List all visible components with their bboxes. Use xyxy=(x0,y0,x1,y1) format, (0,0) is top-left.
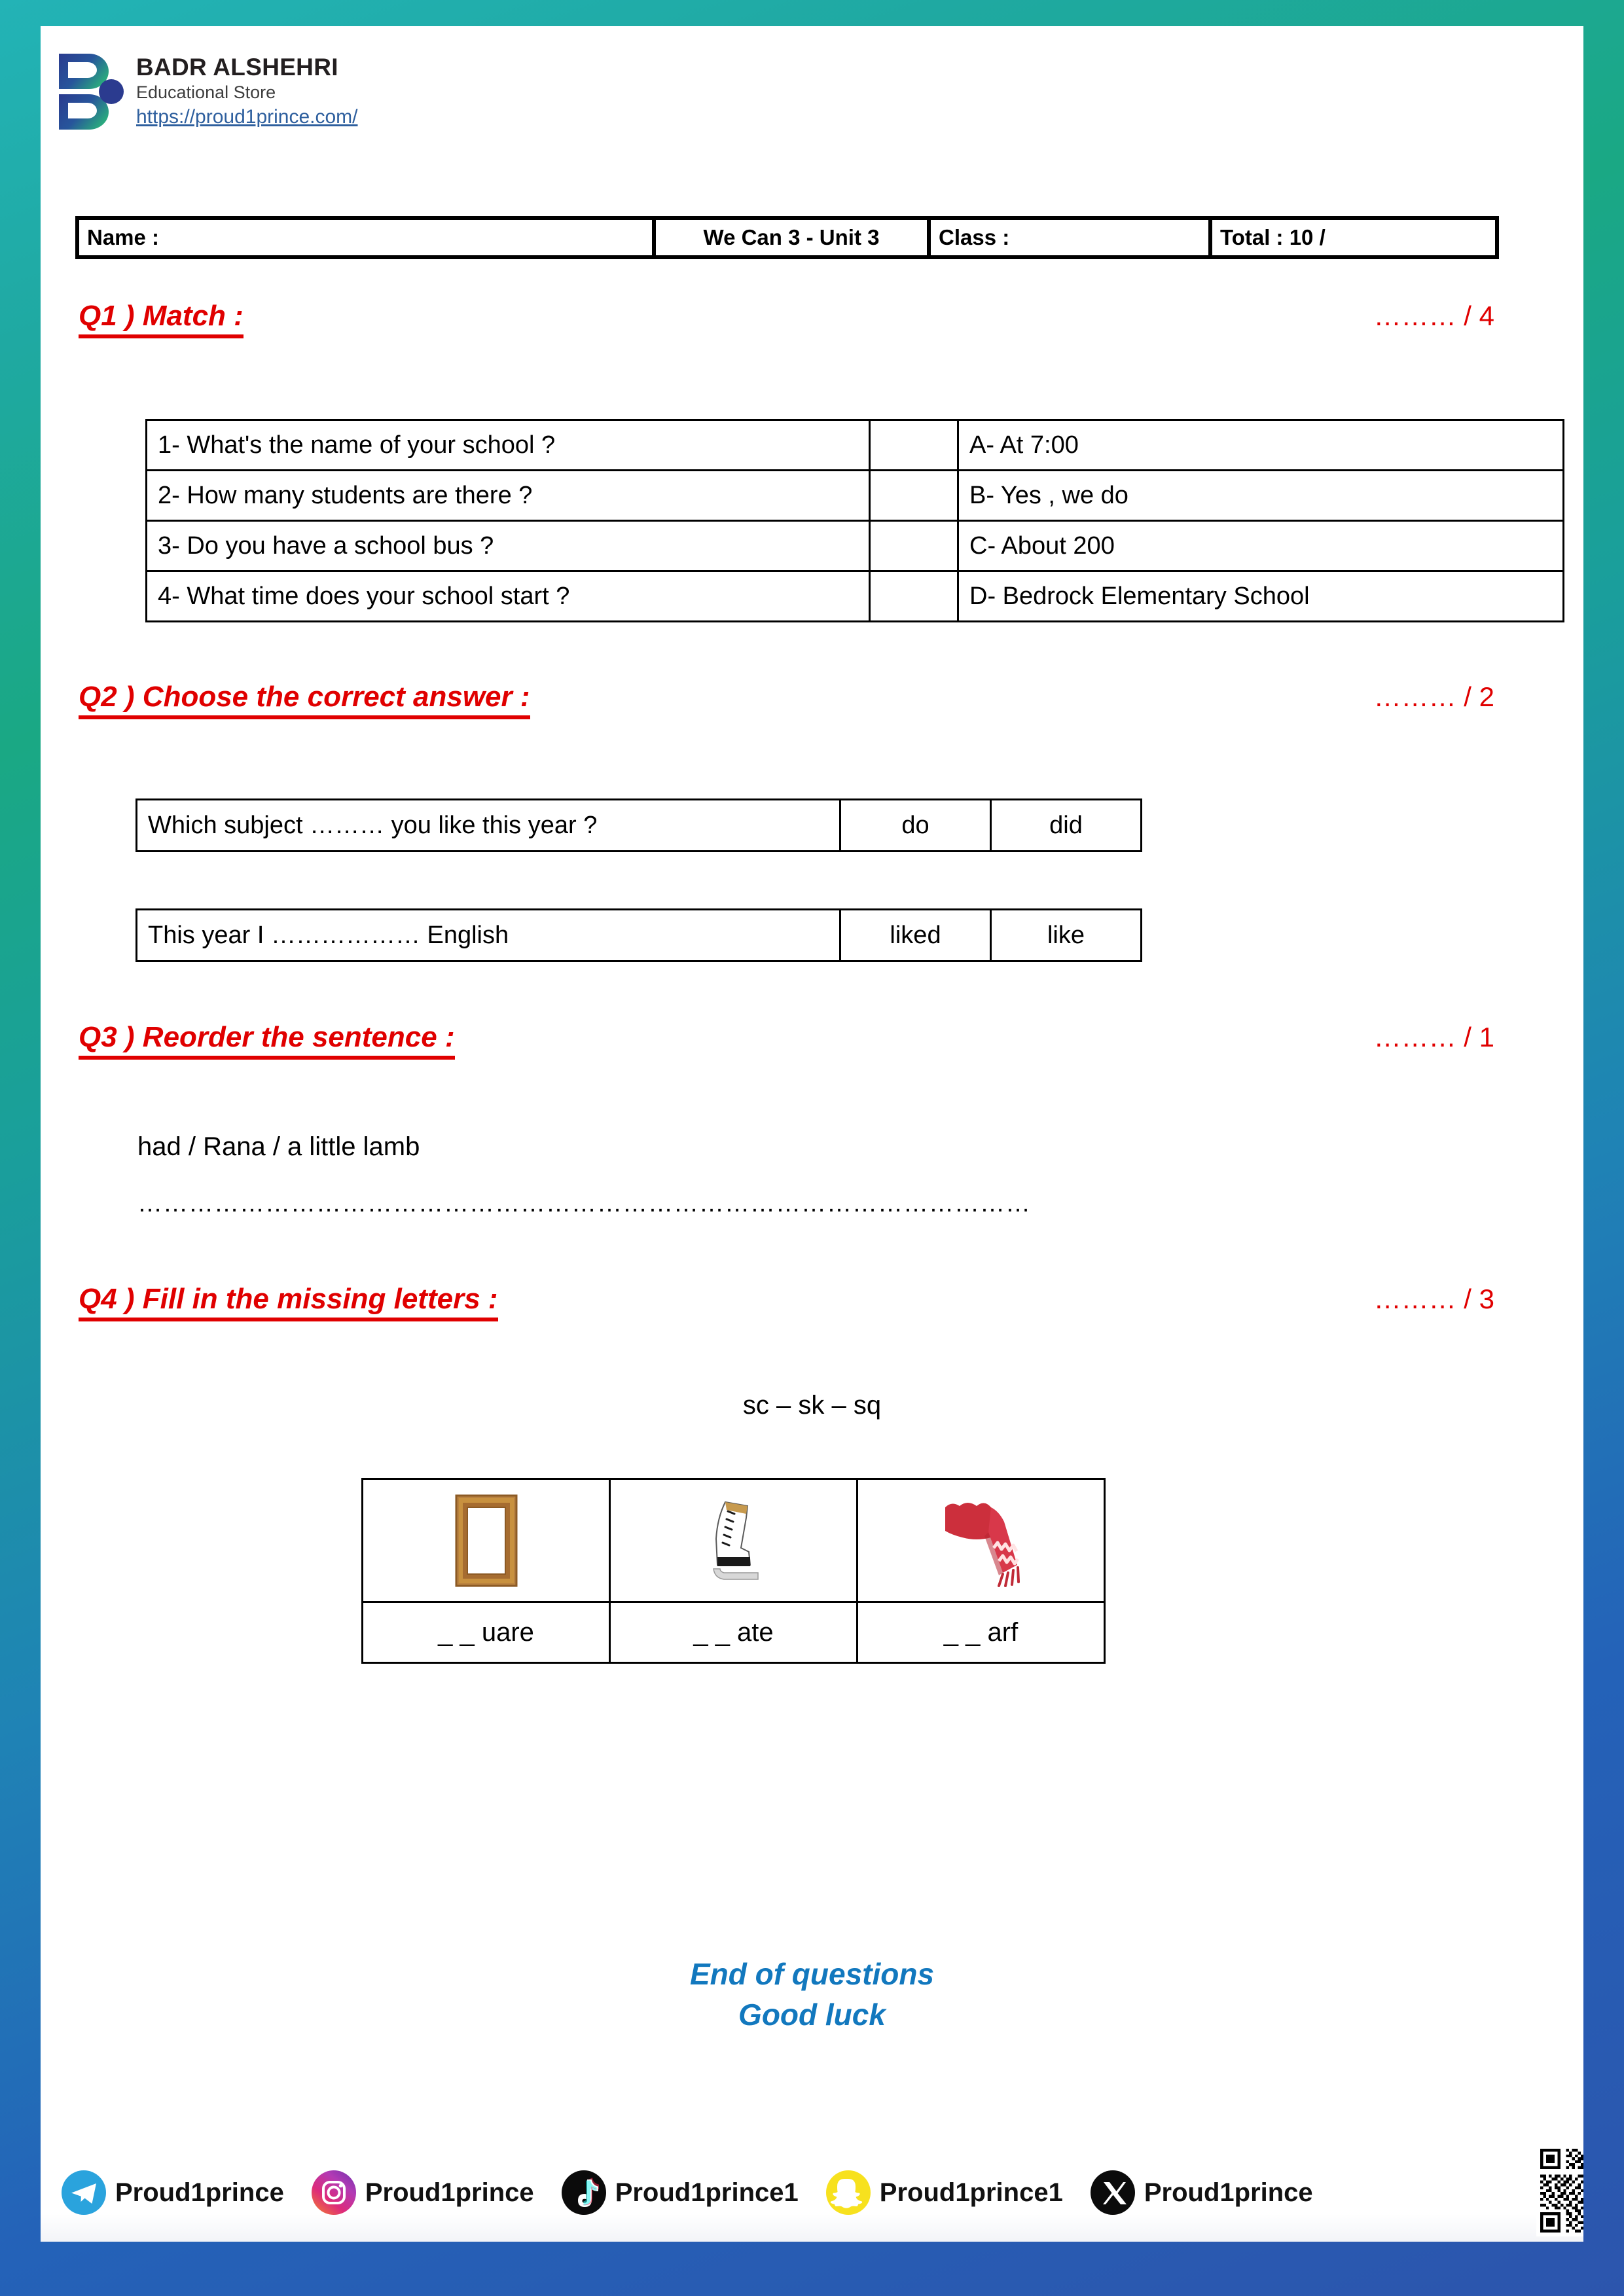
q1-match-table xyxy=(145,419,1564,622)
q4-picture-table xyxy=(361,1478,1106,1664)
ice-skate-picture xyxy=(610,1479,857,1602)
social-footer xyxy=(41,2144,1583,2242)
brand-name: BADR ALSHEHRI xyxy=(136,54,338,81)
q4-word-blank[interactable]: _ _ uare xyxy=(363,1602,610,1663)
q2-choice-row-2 xyxy=(135,908,1142,962)
match-question: 2- How many students are there ? xyxy=(147,471,870,521)
choice-sentence: This year I ……………… English xyxy=(137,910,840,961)
match-question: 4- What time does your school start ? xyxy=(147,571,870,622)
q2-marks: ……… / 2 xyxy=(1373,681,1494,712)
x-twitter-icon xyxy=(1089,2169,1136,2216)
table-row xyxy=(137,910,1142,961)
table-row xyxy=(363,1602,1105,1663)
match-question: 3- Do you have a school bus ? xyxy=(147,521,870,571)
match-option: A- At 7:00 xyxy=(958,420,1564,471)
snapchat-icon xyxy=(825,2169,872,2216)
q3-scrambled-words: had / Rana / a little lamb xyxy=(137,1132,420,1161)
match-option: B- Yes , we do xyxy=(958,471,1564,521)
q3-title: Q3 ) Reorder the sentence : xyxy=(79,1021,455,1060)
q2-choice-row-1 xyxy=(135,798,1142,852)
choice-option-a[interactable]: do xyxy=(840,800,991,852)
closing-line-1: End of questions xyxy=(689,1957,935,1991)
unit-label: We Can 3 - Unit 3 xyxy=(652,220,927,255)
table-row xyxy=(147,571,1564,622)
q2-title: Q2 ) Choose the correct answer : xyxy=(79,681,530,719)
q3-marks: ……… / 1 xyxy=(1373,1022,1494,1052)
badr-b-logo-icon xyxy=(55,51,127,133)
table-row xyxy=(147,471,1564,521)
q1-title: Q1 ) Match : xyxy=(79,300,244,338)
social-link-x-twitter[interactable] xyxy=(1089,2169,1313,2216)
q4-title: Q4 ) Fill in the missing letters : xyxy=(79,1283,498,1321)
table-row xyxy=(137,800,1142,852)
telegram-icon xyxy=(60,2169,107,2216)
square-frame-icon xyxy=(447,1492,526,1590)
match-answer-input[interactable] xyxy=(870,571,958,622)
q4-marks: ……… / 3 xyxy=(1373,1283,1494,1314)
q4-heading xyxy=(79,1283,1496,1321)
instagram-icon xyxy=(310,2169,357,2216)
match-question: 1- What's the name of your school ? xyxy=(147,420,870,471)
match-option: D- Bedrock Elementary School xyxy=(958,571,1564,622)
q2-heading xyxy=(79,681,1496,719)
q1-marks: ……… / 4 xyxy=(1373,300,1494,331)
q4-letter-hint: sc – sk – sq xyxy=(742,1391,882,1420)
match-option: C- About 200 xyxy=(958,521,1564,571)
social-handle: Proud1prince xyxy=(1144,2178,1313,2207)
choice-option-b[interactable]: did xyxy=(991,800,1142,852)
closing-line-2: Good luck xyxy=(738,1998,886,2032)
table-row xyxy=(147,521,1564,571)
worksheet-sheet xyxy=(41,26,1583,2242)
choice-sentence: Which subject ……… you like this year ? xyxy=(137,800,840,852)
table-row xyxy=(363,1479,1105,1602)
qr-code[interactable] xyxy=(1536,2145,1583,2236)
total-score-label[interactable]: Total : 10 / xyxy=(1208,220,1495,255)
match-answer-input[interactable] xyxy=(870,521,958,571)
class-field-label[interactable]: Class : xyxy=(927,220,1208,255)
social-link-telegram[interactable] xyxy=(60,2169,284,2216)
q4-word-blank[interactable]: _ _ ate xyxy=(610,1602,857,1663)
red-scarf-icon xyxy=(926,1492,1037,1590)
red-scarf-picture xyxy=(857,1479,1105,1602)
social-link-instagram[interactable] xyxy=(310,2169,534,2216)
brand-logo-block xyxy=(55,51,358,133)
social-link-snapchat[interactable] xyxy=(825,2169,1063,2216)
closing-message xyxy=(41,1954,1583,2035)
social-handle: Proud1prince1 xyxy=(879,2178,1063,2207)
social-handle: Proud1prince1 xyxy=(615,2178,799,2207)
tiktok-icon xyxy=(560,2169,607,2216)
q3-answer-line[interactable]: …………………………………………………………………………………………… xyxy=(137,1190,1031,1217)
ice-skate-icon xyxy=(685,1492,783,1590)
choice-option-a[interactable]: liked xyxy=(840,910,991,961)
social-link-tiktok[interactable] xyxy=(560,2169,799,2216)
student-info-bar xyxy=(75,216,1499,259)
square-frame-picture xyxy=(363,1479,610,1602)
social-handle: Proud1prince xyxy=(365,2178,534,2207)
q4-word-blank[interactable]: _ _ arf xyxy=(857,1602,1105,1663)
qr-code-icon xyxy=(1540,2149,1583,2233)
brand-subtitle: Educational Store xyxy=(136,82,276,102)
name-field-label[interactable]: Name : xyxy=(87,225,160,249)
social-handle: Proud1prince xyxy=(115,2178,284,2207)
q1-heading xyxy=(79,300,1496,338)
q3-heading xyxy=(79,1021,1496,1060)
brand-website-link[interactable]: https://proud1prince.com/ xyxy=(136,105,358,128)
match-answer-input[interactable] xyxy=(870,471,958,521)
choice-option-b[interactable]: like xyxy=(991,910,1142,961)
match-answer-input[interactable] xyxy=(870,420,958,471)
table-row xyxy=(147,420,1564,471)
